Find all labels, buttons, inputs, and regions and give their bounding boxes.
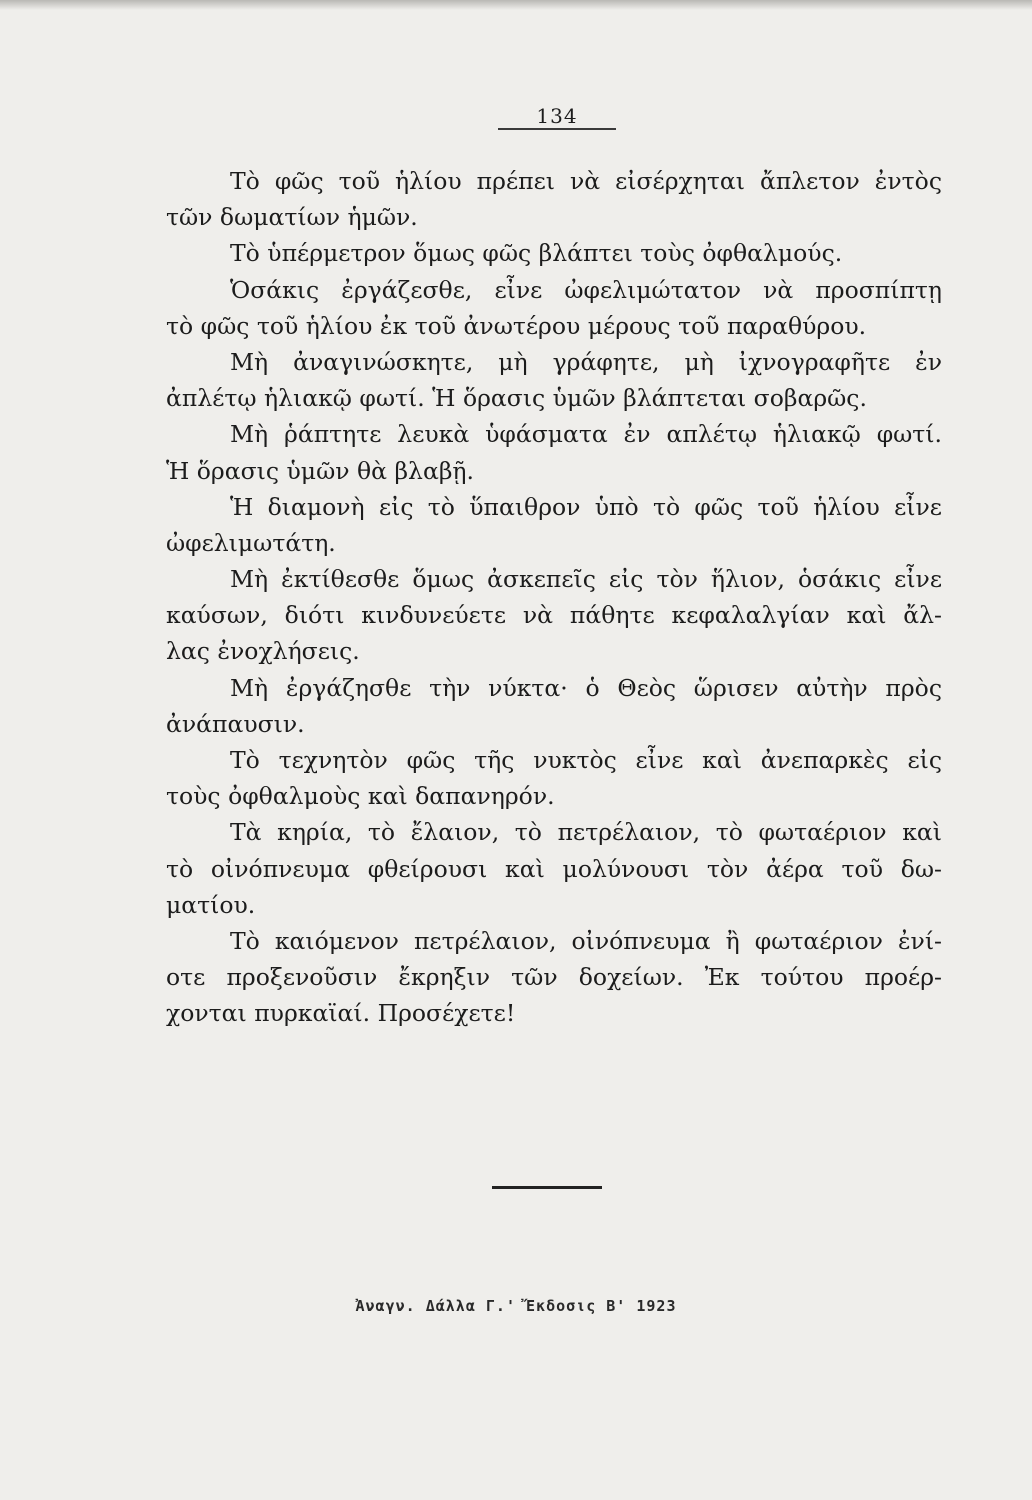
text-line: ματίου. — [166, 890, 256, 919]
text-line: λας ἐνοχλήσεις. — [166, 637, 360, 666]
text-line: τῶν δωματίων ἡμῶν. — [166, 203, 418, 232]
text-line: Τὸ καιόμενον πετρέλαιον, οἰνόπνευμα ἢ φωταέριον ἐνί- — [230, 926, 942, 955]
text-line: ἀπλέτῳ ἡλιακῷ φωτί. Ἡ ὅρασις ὑμῶν βλάπτεται σοβαρῶς. — [166, 384, 867, 413]
text-line: καύσων, διότι κινδυνεύετε νὰ πάθητε κεφαλαλγίαν καὶ ἄλ- — [166, 601, 942, 630]
page-top-shadow — [0, 0, 1032, 10]
text-line: ὠφελιμωτάτη. — [166, 528, 336, 557]
text-line: χονται πυρκαϊαί. Προσέχετε! — [166, 999, 516, 1028]
text-line: τοὺς ὀφθαλμοὺς καὶ δαπανηρόν. — [166, 782, 555, 811]
text-line: οτε προξενοῦσιν ἔκρηξιν τῶν δοχείων. Ἐκ τούτου προέρ- — [166, 963, 942, 992]
page-number: 134 — [536, 104, 578, 128]
text-line: Ἡ ὅρασις ὑμῶν θὰ βλαβῇ. — [166, 456, 474, 485]
text-line: Τὸ φῶς τοῦ ἡλίου πρέπει νὰ εἰσέρχηται ἄπλετον ἐντὸς — [230, 167, 942, 195]
text-line: Μὴ ἀναγινώσκητε, μὴ γράφητε, μὴ ἰχνογραφῆτε ἐν — [230, 347, 942, 376]
text-line: Μὴ ἐργάζησθε τὴν νύκτα· ὁ Θεὸς ὥρισεν αὐτὴν πρὸς — [230, 673, 942, 702]
text-line: τὸ οἰνόπνευμα φθείρουσι καὶ μολύνουσι τὸν ἀέρα τοῦ δω- — [166, 854, 942, 883]
text-line: τὸ φῶς τοῦ ἡλίου ἐκ τοῦ ἀνωτέρου μέρους τοῦ παραθύρου. — [166, 311, 867, 340]
text-line: Τὰ κηρία, τὸ ἔλαιον, τὸ πετρέλαιον, τὸ φωταέριον καὶ — [230, 818, 942, 847]
text-line: Τὸ ὑπέρμετρον ὅμως φῶς βλάπτει τοὺς ὀφθαλμούς. — [230, 239, 843, 268]
text-line: Τὸ τεχνητὸν φῶς τῆς νυκτὸς εἶνε καὶ ἀνεπαρκὲς εἰς — [230, 746, 942, 774]
text-line: ἀνάπαυσιν. — [166, 709, 305, 738]
body-text — [166, 163, 942, 1032]
text-line: Ὁσάκις ἐργάζεσθε, εἶνε ὠφελιμώτατον νὰ προσπίπτῃ — [230, 275, 942, 304]
text-line: Μὴ ῥάπτητε λευκὰ ὑφάσματα ἐν απλέτῳ ἡλιακῷ φωτί. — [230, 420, 942, 449]
page-number-rule — [498, 128, 616, 130]
text-line: Μὴ ἐκτίθεσθε ὅμως ἀσκεπεῖς εἰς τὸν ἥλιον, ὁσάκις εἶνε — [230, 565, 942, 594]
section-end-rule — [492, 1186, 602, 1189]
printer-imprint: Ἀναγν. Δάλλα Γ.' Ἔκδοσις Β' 1923 — [355, 1297, 677, 1315]
text-line: Ἡ διαμονὴ εἰς τὸ ὕπαιθρον ὑπὸ τὸ φῶς τοῦ ἡλίου εἶνε — [230, 492, 942, 521]
